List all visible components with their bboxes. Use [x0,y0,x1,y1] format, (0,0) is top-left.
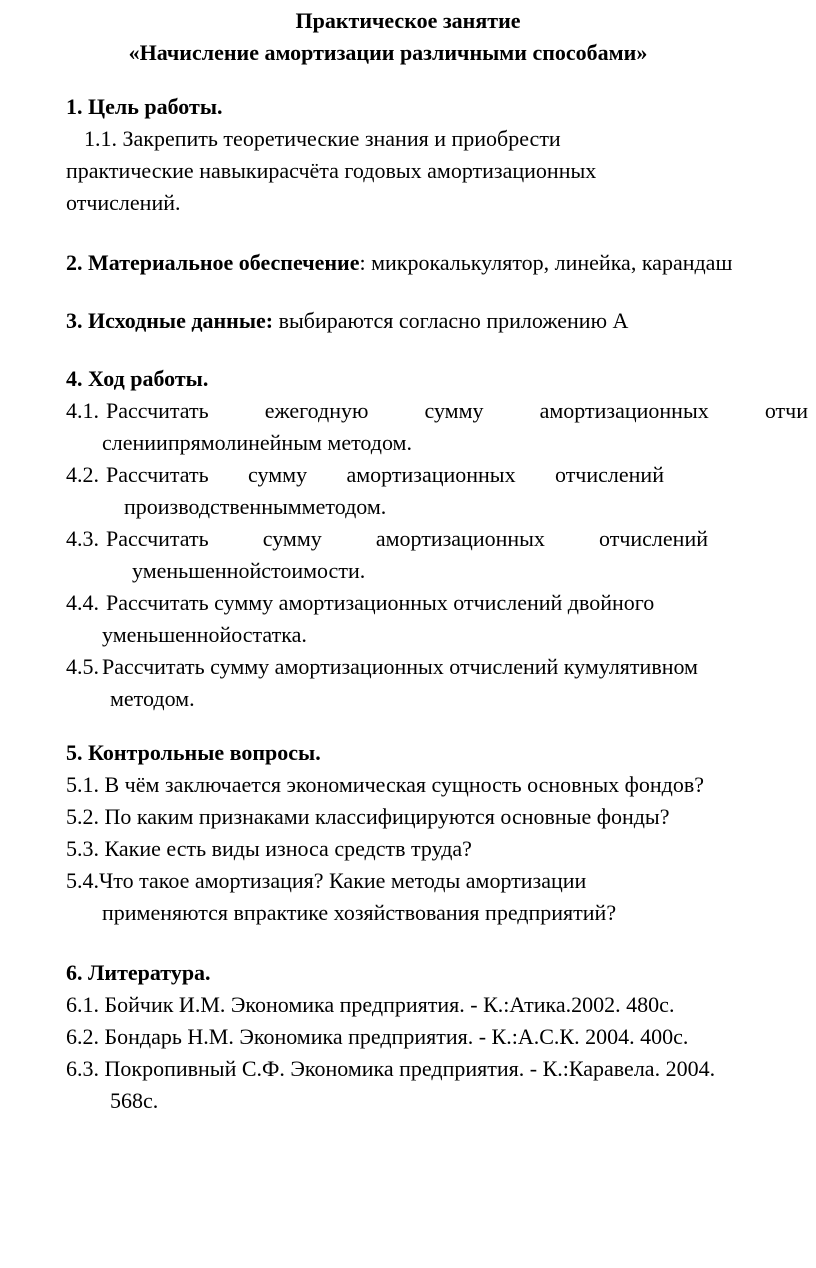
section-1-item-line2: практические навыкирасчёта годовых амортизационных [66,158,597,183]
section-2-text: : микрокалькулятор, линейка, карандаш [359,250,733,275]
step-4-4-text: Рассчитать сумму амортизационных отчислений двойного [106,590,655,615]
section-5-heading: 5. Контрольные вопросы. [66,740,321,765]
section-4-heading: 4. Ход работы. [66,366,209,391]
section-1-heading: 1. Цель работы. [66,94,223,119]
step-4-4-continuation: уменьшеннойостатка. [102,622,307,647]
section-3-paragraph [66,306,628,336]
step-4-1-continuation: слениипрямолинейным методом. [102,430,412,455]
word: Рассчитать [106,398,209,423]
reference-6-1: 6.1. Бойчик И.М. Экономика предприятия. - К.:Атика.2002. 480с. [66,992,675,1017]
section-1-item-line3: отчислений. [66,190,181,215]
question-5-3: 5.3. Какие есть виды износа средств труда? [66,836,472,861]
step-4-1-number: 4.1. [66,398,99,423]
section-3-label: 3. Исходные данные: [66,308,274,333]
question-5-2: 5.2. По каким признаками классифицируются основные фонды? [66,804,670,829]
word: ежегодную [264,398,369,423]
step-4-3-text [106,524,708,554]
section-3-text: выбираются согласно приложению А [273,308,629,333]
reference-6-3-line1: 6.3. Покропивный С.Ф. Экономика предприятия. - К.:Каравела. 2004. [66,1056,716,1081]
doc-title-line1: Практическое занятие [295,8,521,33]
word: Рассчитать [106,462,209,487]
section-2-label: 2. Материальное обеспечение [66,250,360,275]
word: сумму [248,462,308,487]
word: отчислений [599,526,708,551]
word: амортизационных [346,462,516,487]
word: отчислений [554,462,664,487]
section-2-paragraph [66,248,732,278]
section-6-heading: 6. Литература. [66,960,211,985]
question-5-4-line1: 5.4.Что такое амортизация? Какие методы амортизации [66,868,587,893]
question-5-4-line2: применяются впрактике хозяйствования предприятий? [102,900,617,925]
step-4-3-number: 4.3. [66,526,99,551]
word: сумму [424,398,484,423]
reference-6-2: 6.2. Бондарь Н.М. Экономика предприятия. - К.:А.С.К. 2004. 400с. [66,1024,689,1049]
step-4-5-number: 4.5. [66,654,99,679]
step-4-5-text: Рассчитать сумму амортизационных отчислений кумулятивном [102,654,698,679]
step-4-5-continuation: методом. [110,686,195,711]
doc-title-line2: «Начисление амортизации различными способами» [128,40,648,65]
word: амортизационных [539,398,709,423]
word: отчи [764,398,808,423]
reference-6-3-line2: 568с. [110,1088,159,1113]
step-4-4-number: 4.4. [66,590,99,615]
question-5-1: 5.1. В чём заключается экономическая сущность основных фондов? [66,772,704,797]
word: сумму [262,526,322,551]
step-4-3-continuation: уменьшеннойстоимости. [132,558,366,583]
word: амортизационных [375,526,545,551]
step-4-2-number: 4.2. [66,462,99,487]
step-4-2-continuation: производственнымметодом. [124,494,387,519]
word: Рассчитать [106,526,209,551]
step-4-2-text [106,460,664,490]
step-4-1-text [106,396,808,426]
section-1-item-line1: 1.1. Закрепить теоретические знания и приобрести [84,126,561,151]
